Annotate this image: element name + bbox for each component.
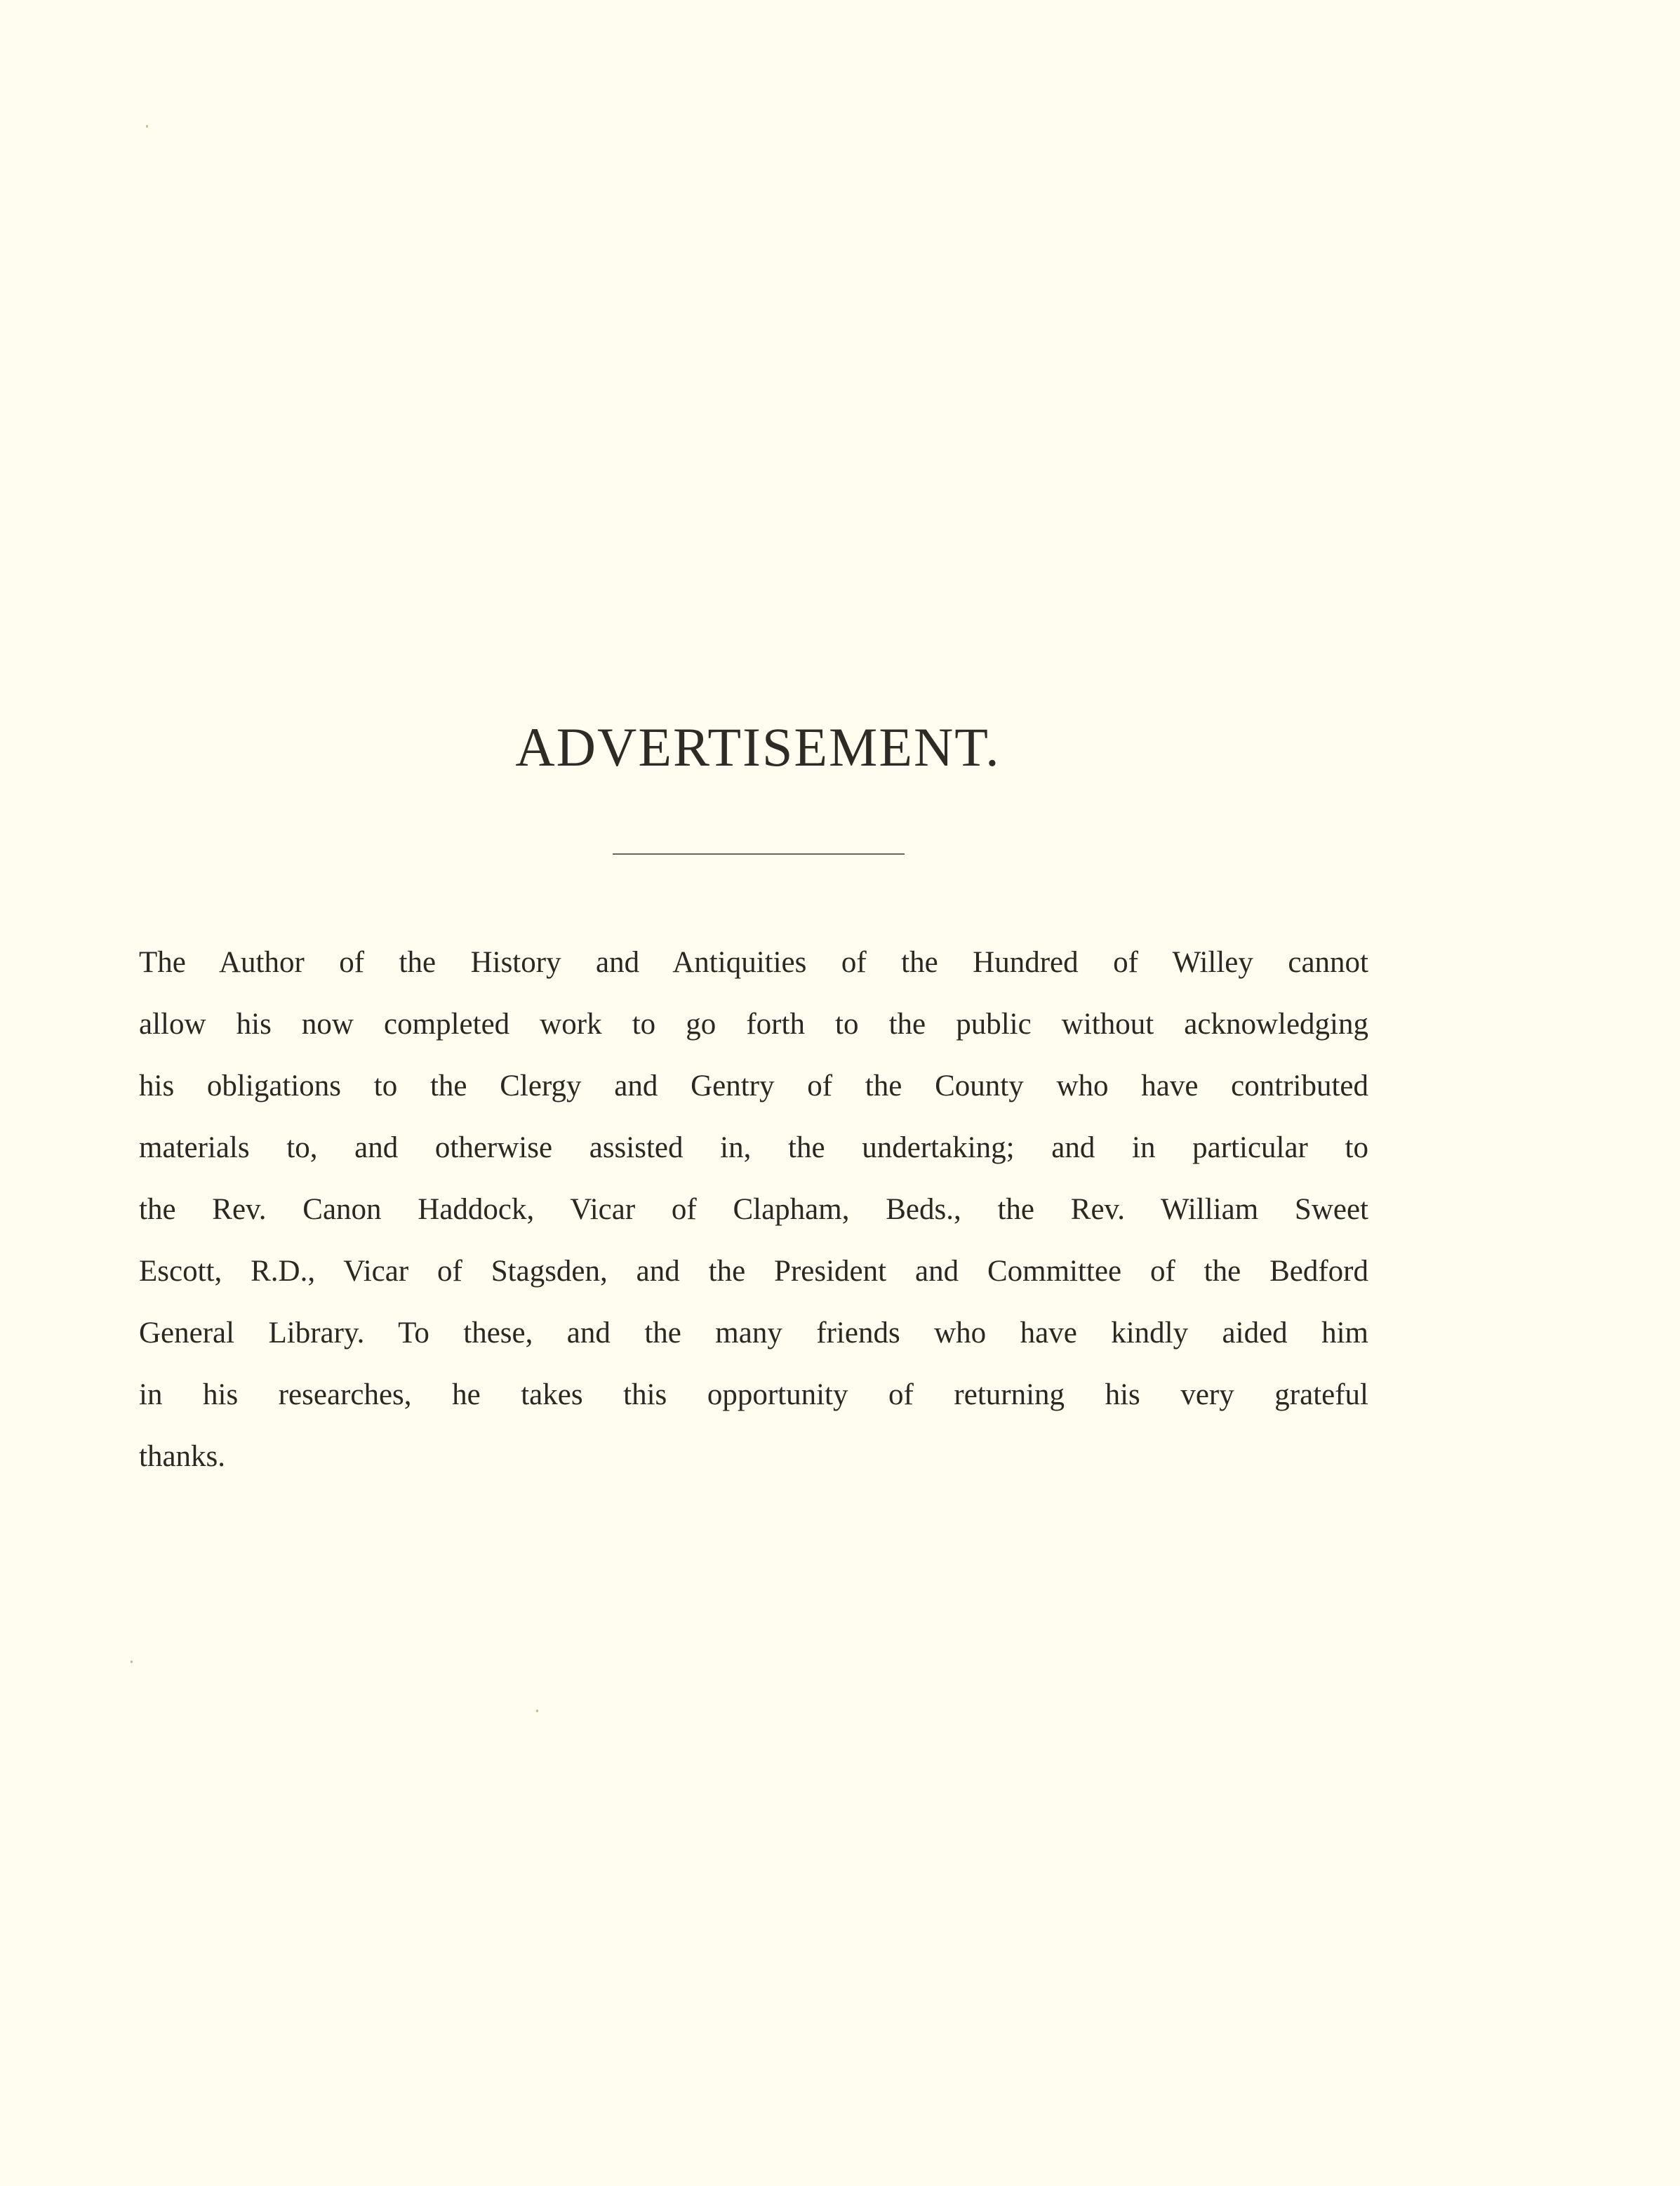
title-rule-divider [613,853,905,855]
paragraph-line: allow his now completed work to go forth to the public without acknowledging [139,1008,1368,1041]
paragraph-line: materials to, and otherwise assisted in, the undertaking; and in particular to [139,1131,1368,1164]
paper-speck [131,1660,133,1663]
paragraph-line: his obligations to the Clergy and Gentry of the County who have contributed [139,1069,1368,1102]
paragraph-line: General Library. To these, and the many friends who have kindly aided him [139,1317,1368,1349]
paragraph-line: The Author of the History and Antiquities of the Hundred of Willey cannot [139,946,1368,979]
advertisement-paragraph [139,932,1368,1488]
paragraph-line: in his researches, he takes this opportunity of returning his very grateful [139,1378,1368,1411]
paragraph-line: the Rev. Canon Haddock, Vicar of Clapham, Beds., the Rev. William Sweet [139,1193,1368,1226]
paper-speck [146,125,148,128]
paragraph-line: Escott, R.D., Vicar of Stagsden, and the President and Committee of the Bedford [139,1255,1368,1288]
paper-speck [536,1710,538,1712]
page-title: ADVERTISEMENT. [515,717,1001,778]
paragraph-line: thanks. [139,1440,226,1473]
